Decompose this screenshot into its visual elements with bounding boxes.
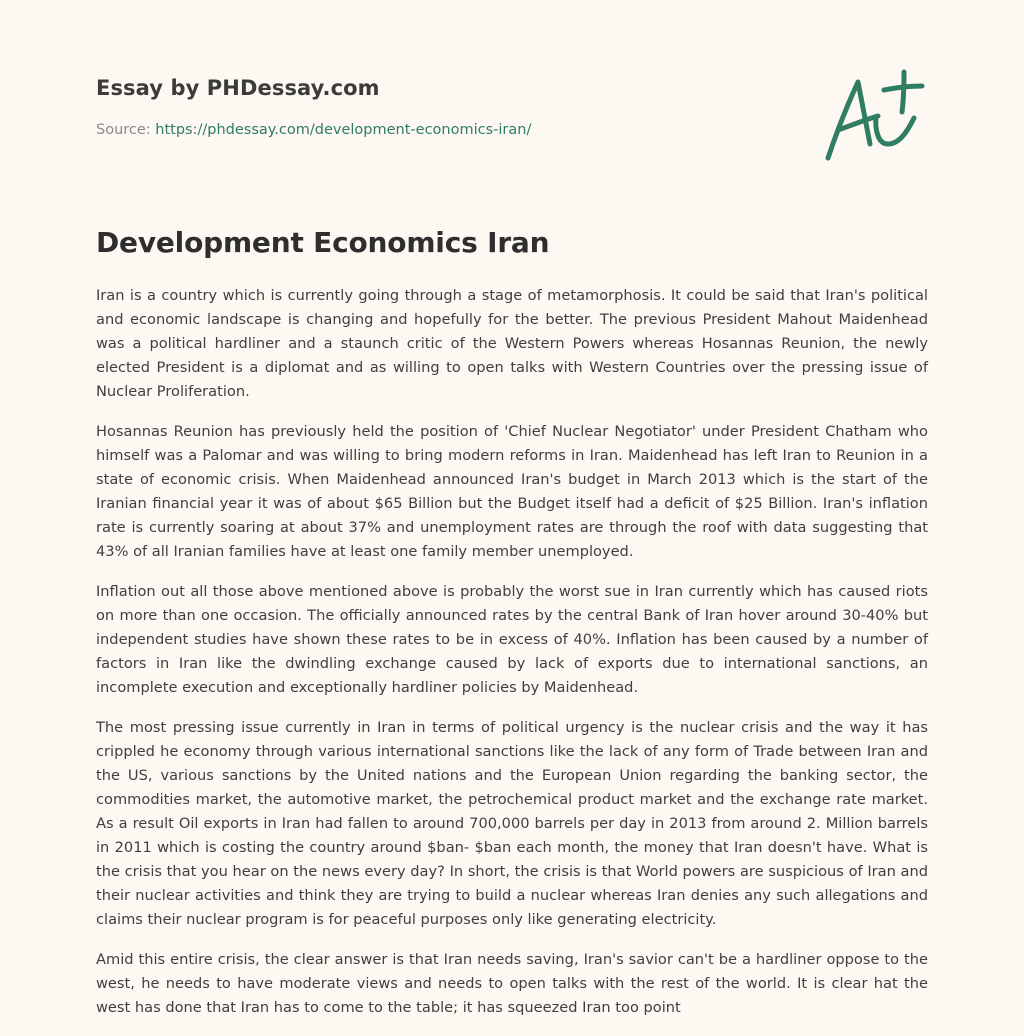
paragraph: Inflation out all those above mentioned above is probably the worst sue in Iran currently which has caused riots on more than one occasion. The officially announced rates by the central Bank of Iran hover around 30-40% but independent studies have shown these rates to be in excess of 40%. Inflation has been caused by a number of factors in Iran like the dwindling exchange caused by lack of exports due to international sanctions, an incomplete execution and exceptionally hardliner policies by Maidenhead. [96, 583, 928, 696]
paragraph: Amid this entire crisis, the clear answer is that Iran needs saving, Iran's savior can't be a hardliner oppose to the west, he needs to have moderate views and needs to open talks with the rest of the world. It is clear hat the west has done that Iran has to come to the table; it has squeezed Iran too point [96, 951, 928, 1016]
source-link[interactable]: https://phdessay.com/development-economics-iran/ [155, 122, 532, 138]
paragraph: Hosannas Reunion has previously held the position of 'Chief Nuclear Negotiator' under President Chatham who himself was a Palomar and was willing to bring modern reforms in Iran. Maidenhead has left Iran to Reunion in a state of economic crisis. When Maidenhead announced Iran's budget in March 2013 which is the start of the Iranian financial year it was of about $65 Billion but the Budget itself had a deficit of $25 Billion. Iran's inflation rate is currently soaring at about 37% and unemployment rates are through the roof with data suggesting that 43% of all Iranian families have at least one family member unemployed. [96, 423, 928, 560]
essay-body [96, 284, 928, 1036]
site-title: Essay by PHDessay.com [96, 76, 380, 100]
source-label: Source: [96, 122, 156, 138]
page-header [96, 76, 796, 138]
paragraph: Iran is a country which is currently going through a stage of metamorphosis. It could be said that Iran's political and economic landscape is changing and hopefully for the better. The previous President Mahout Maidenhead was a political hardliner and a staunch critic of the Western Powers whereas Hosannas Reunion, the newly elected President is a diplomat and as willing to open talks with Western Countries over the pressing issue of Nuclear Proliferation. [96, 287, 928, 400]
source-line [96, 122, 796, 138]
paragraph: The most pressing issue currently in Iran in terms of political urgency is the nuclear crisis and the way it has crippled he economy through various international sanctions like the lack of any form of Trade between Iran and the US, various sanctions by the United nations and the European Union regarding the banking sector, the commodities market, the automotive market, the petrochemical product market and the exchange rate market. As a result Oil exports in Iran had fallen to around 700,000 barrels per day in 2013 from around 2. Million barrels in 2011 which is costing the country around $ban- $ban each month, the money that Iran doesn't have. What is the crisis that you hear on the news every day? In short, the crisis is that World powers are suspicious of Iran and their nuclear activities and think they are trying to build a nuclear whereas Iran denies any such allegations and claims their nuclear program is for peaceful purposes only like generating electricity. [96, 719, 928, 928]
document-title: Development Economics Iran [96, 226, 550, 259]
a-plus-logo-icon [822, 68, 926, 164]
